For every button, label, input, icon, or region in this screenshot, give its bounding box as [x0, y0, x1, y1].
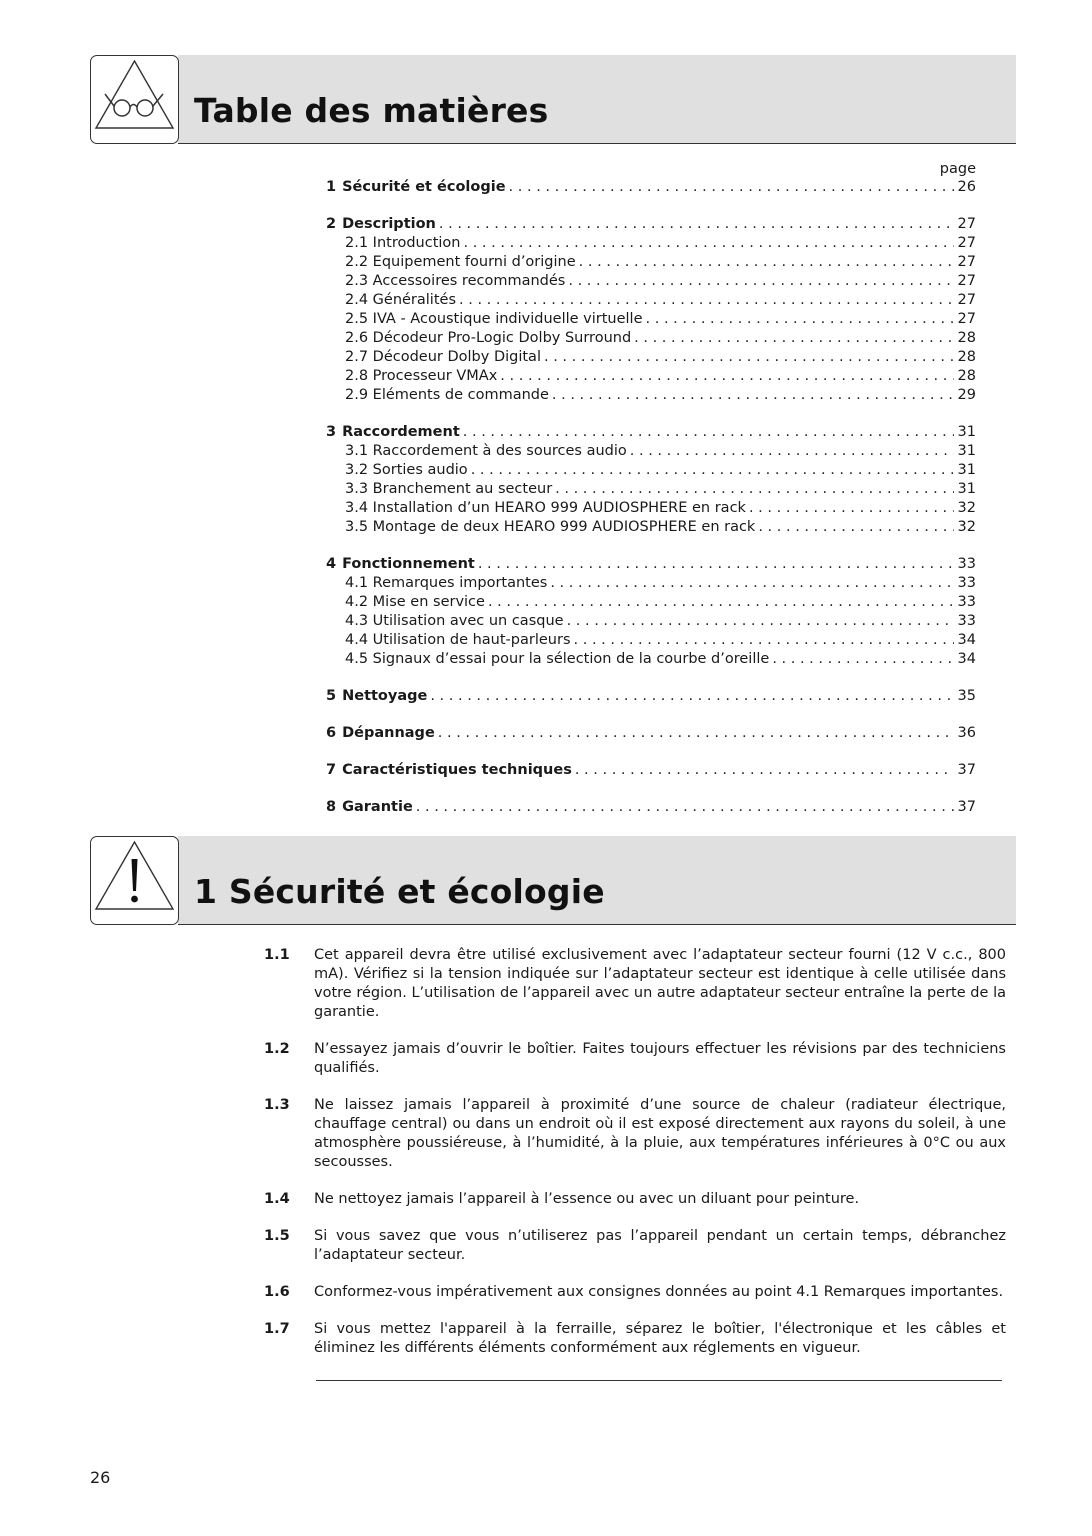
- safety-item-text: Si vous savez que vous n’utiliserez pas l’appareil pendant un certain temps, débranchez l’adaptateur secteur.: [314, 1228, 1006, 1263]
- toc-section-page: 36: [957, 725, 976, 741]
- toc-gap: [326, 743, 976, 761]
- toc-subsection-row: [326, 291, 976, 310]
- toc-subsection-label: 2.2 Equipement fourni d’origine: [345, 254, 576, 270]
- toc-section-number: 8: [326, 799, 337, 815]
- toc-section-page: 37: [957, 799, 976, 815]
- toc-section-label: [326, 798, 416, 817]
- safety-banner: [90, 836, 1016, 925]
- toc-leader-dots: [416, 798, 954, 817]
- toc-section-number: 1: [326, 179, 337, 195]
- safety-item-number: 1.2: [264, 1041, 290, 1057]
- safety-item-text: Conformez-vous impérativement aux consignes données au point 4.1 Remarques importantes.: [314, 1284, 1004, 1300]
- toc-leader-dots: [758, 518, 953, 537]
- toc-gap: [326, 706, 976, 724]
- toc-subsection-page: 32: [957, 519, 976, 535]
- toc-subsection-page: 31: [957, 462, 976, 478]
- toc-subsection-page: 33: [957, 594, 976, 610]
- toc-leader-dots: [646, 310, 954, 329]
- toc-section-label: [326, 687, 430, 706]
- toc-section-row: [326, 724, 976, 743]
- safety-item: [264, 1040, 1006, 1078]
- toc-leader-dots: [552, 386, 954, 405]
- toc-section-number: 4: [326, 556, 337, 572]
- safety-item-text: Cet appareil devra être utilisé exclusivement avec l’adaptateur secteur fourni (12 V c.c., 800 mA). Vérifiez si la tension indiquée sur l’adaptateur secteur est identique à celle utilisée dans votre région. L’utilisation de l’appareil avec un autre adaptateur secteur entraîne la perte de la garantie.: [314, 947, 1006, 1020]
- toc-subsection-row: [326, 386, 976, 405]
- toc-subsection-row: [326, 329, 976, 348]
- toc-section-row: [326, 178, 976, 197]
- toc-section-row: [326, 761, 976, 780]
- toc-gap: [326, 669, 976, 687]
- toc-leader-dots: [579, 253, 954, 272]
- safety-item: [264, 1190, 1006, 1209]
- toc-leader-dots: [500, 367, 953, 386]
- toc-section-number: 7: [326, 762, 337, 778]
- toc-subsection-page: 29: [957, 387, 976, 403]
- toc-subsection-label: 3.4 Installation d’un HEARO 999 AUDIOSPHERE en rack: [345, 500, 746, 516]
- toc-subsection-row: [326, 480, 976, 499]
- toc-section-page: 35: [957, 688, 976, 704]
- toc-subsection-row: [326, 631, 976, 650]
- toc-section-page: 26: [957, 179, 976, 195]
- toc-section-number: 6: [326, 725, 337, 741]
- toc-subsection-row: [326, 348, 976, 367]
- safety-item: [264, 1227, 1006, 1265]
- toc-subsection-label: 2.9 Eléments de commande: [345, 387, 549, 403]
- toc-leader-dots: [439, 215, 954, 234]
- toc-leader-dots: [772, 650, 953, 669]
- toc-subsection-row: [326, 612, 976, 631]
- toc-section-title: Sécurité et écologie: [342, 179, 506, 195]
- toc-section-label: [326, 555, 478, 574]
- toc-leader-dots: [478, 555, 954, 574]
- toc-subsection-page: 27: [957, 311, 976, 327]
- toc-section-title: Caractéristiques techniques: [342, 762, 572, 778]
- toc-section-page: 33: [957, 556, 976, 572]
- warning-triangle-icon: [90, 836, 179, 925]
- safety-item-number: 1.6: [264, 1284, 290, 1300]
- toc-section-page: 37: [957, 762, 976, 778]
- toc-leader-dots: [630, 442, 954, 461]
- toc-section-label: [326, 178, 509, 197]
- toc-subsection-label: 2.3 Accessoires recommandés: [345, 273, 566, 289]
- toc-subsection-label: 2.7 Décodeur Dolby Digital: [345, 349, 541, 365]
- toc-subsection-label: 3.1 Raccordement à des sources audio: [345, 443, 627, 459]
- toc-leader-dots: [488, 593, 954, 612]
- toc-subsection-row: [326, 593, 976, 612]
- toc-leader-dots: [634, 329, 953, 348]
- toc-leader-dots: [463, 423, 954, 442]
- safety-item-text: Si vous mettez l'appareil à la ferraille, séparez le boîtier, l'électronique et les câbles et éliminez les différents éléments conformément aux réglements en vigueur.: [314, 1321, 1006, 1356]
- toc-subsection-page: 31: [957, 481, 976, 497]
- toc-subsection-row: [326, 518, 976, 537]
- page-number: 26: [90, 1468, 111, 1487]
- toc-leader-dots: [575, 761, 954, 780]
- toc-subsection-row: [326, 650, 976, 669]
- toc-subsection-label: 3.3 Branchement au secteur: [345, 481, 553, 497]
- toc-section-title: Fonctionnement: [342, 556, 475, 572]
- toc-subsection-page: 28: [957, 349, 976, 365]
- toc-subsection-row: [326, 253, 976, 272]
- safety-item-number: 1.5: [264, 1228, 290, 1244]
- toc-section-row: [326, 555, 976, 574]
- toc-subsection-page: 34: [957, 651, 976, 667]
- toc-section-title: Dépannage: [342, 725, 435, 741]
- toc-subsection-page: 32: [957, 500, 976, 516]
- safety-item-number: 1.7: [264, 1321, 290, 1337]
- toc-gap: [326, 197, 976, 215]
- toc-leader-dots: [749, 499, 954, 518]
- toc-subsection-row: [326, 234, 976, 253]
- toc-subsection-label: 4.3 Utilisation avec un casque: [345, 613, 564, 629]
- toc-section-title: Description: [342, 216, 436, 232]
- toc-subsection-page: 31: [957, 443, 976, 459]
- safety-item: [264, 946, 1006, 1022]
- toc-section-number: 2: [326, 216, 337, 232]
- toc-subsection-row: [326, 442, 976, 461]
- toc-subsection-label: 2.1 Introduction: [345, 235, 461, 251]
- toc-section-page: 31: [957, 424, 976, 440]
- toc-leader-dots: [568, 272, 953, 291]
- toc-page-label: page: [939, 161, 976, 177]
- toc-subsection-row: [326, 310, 976, 329]
- toc-leader-dots: [567, 612, 954, 631]
- toc-section-page: 27: [957, 216, 976, 232]
- toc-section-label: [326, 761, 575, 780]
- safety-item: [264, 1283, 1006, 1302]
- safety-item-text: Ne nettoyez jamais l’appareil à l’essence ou avec un diluant pour peinture.: [314, 1191, 860, 1207]
- toc-subsection-page: 27: [957, 235, 976, 251]
- toc-section-number: 3: [326, 424, 337, 440]
- safety-item-text: N’essayez jamais d’ouvrir le boîtier. Faites toujours effectuer les révisions par des techniciens qualifiés.: [314, 1041, 1006, 1076]
- toc-gap: [326, 537, 976, 555]
- toc-subsection-row: [326, 461, 976, 480]
- toc-subsection-label: 2.4 Généralités: [345, 292, 457, 308]
- toc-subsection-label: 2.5 IVA - Acoustique individuelle virtuelle: [345, 311, 643, 327]
- toc-leader-dots: [430, 687, 953, 706]
- toc-leader-dots: [550, 574, 953, 593]
- toc-section-title: Garantie: [342, 799, 413, 815]
- toc-leader-dots: [471, 461, 954, 480]
- toc-leader-dots: [438, 724, 954, 743]
- toc-section-row: [326, 215, 976, 234]
- toc-subsection-label: 2.8 Processeur VMAx: [345, 368, 498, 384]
- table-of-contents: [326, 160, 976, 817]
- toc-subsection-row: [326, 272, 976, 291]
- toc-section-title: Raccordement: [342, 424, 460, 440]
- toc-subsection-label: 3.2 Sorties audio: [345, 462, 468, 478]
- safety-item-number: 1.3: [264, 1097, 290, 1113]
- toc-subsection-page: 28: [957, 368, 976, 384]
- toc-subsection-label: 4.4 Utilisation de haut-parleurs: [345, 632, 571, 648]
- toc-subsection-label: 4.1 Remarques importantes: [345, 575, 548, 591]
- safety-title: 1 Sécurité et écologie: [194, 872, 605, 911]
- toc-leader-dots: [463, 234, 953, 253]
- end-rule: [316, 1380, 1002, 1381]
- safety-item-number: 1.1: [264, 947, 290, 963]
- toc-section-row: [326, 687, 976, 706]
- safety-item: [264, 1096, 1006, 1172]
- toc-leader-dots: [574, 631, 954, 650]
- safety-item-text: Ne laissez jamais l’appareil à proximité d’une source de chaleur (radiateur électrique, chauffage central) ou dans un endroit où il est exposé directement aux rayons du soleil, à une atmosphère poussiéreuse, à l’humidité, à la pluie, aux températures inférieures à 0°C ou aux secousses.: [314, 1097, 1006, 1170]
- toc-gap: [326, 780, 976, 798]
- toc-section-label: [326, 724, 438, 743]
- toc-section-title: Nettoyage: [342, 688, 428, 704]
- toc-subsection-row: [326, 574, 976, 593]
- toc-leader-dots: [544, 348, 954, 367]
- toc-subsection-page: 33: [957, 613, 976, 629]
- toc-subsection-page: 27: [957, 292, 976, 308]
- toc-subsection-label: 2.6 Décodeur Pro-Logic Dolby Surround: [345, 330, 632, 346]
- toc-subsection-page: 27: [957, 254, 976, 270]
- toc-subsection-label: 4.5 Signaux d’essai pour la sélection de la courbe d’oreille: [345, 651, 770, 667]
- toc-subsection-row: [326, 499, 976, 518]
- toc-section-number: 5: [326, 688, 337, 704]
- toc-leader-dots: [459, 291, 954, 310]
- toc-section-row: [326, 798, 976, 817]
- toc-section-label: [326, 423, 463, 442]
- toc-section-row: [326, 423, 976, 442]
- toc-subsection-page: 27: [957, 273, 976, 289]
- toc-leader-dots: [509, 178, 954, 197]
- toc-subsection-row: [326, 367, 976, 386]
- toc-subsection-page: 34: [957, 632, 976, 648]
- toc-subsection-label: 4.2 Mise en service: [345, 594, 485, 610]
- toc-subsection-page: 28: [957, 330, 976, 346]
- safety-item-number: 1.4: [264, 1191, 290, 1207]
- toc-title: Table des matières: [194, 91, 549, 130]
- toc-leader-dots: [555, 480, 953, 499]
- toc-banner: [90, 55, 1016, 144]
- safety-item: [264, 1320, 1006, 1358]
- glasses-triangle-icon: [90, 55, 179, 144]
- toc-subsection-page: 33: [957, 575, 976, 591]
- toc-subsection-label: 3.5 Montage de deux HEARO 999 AUDIOSPHERE en rack: [345, 519, 756, 535]
- safety-list: [264, 946, 1006, 1376]
- toc-section-label: [326, 215, 439, 234]
- toc-gap: [326, 405, 976, 423]
